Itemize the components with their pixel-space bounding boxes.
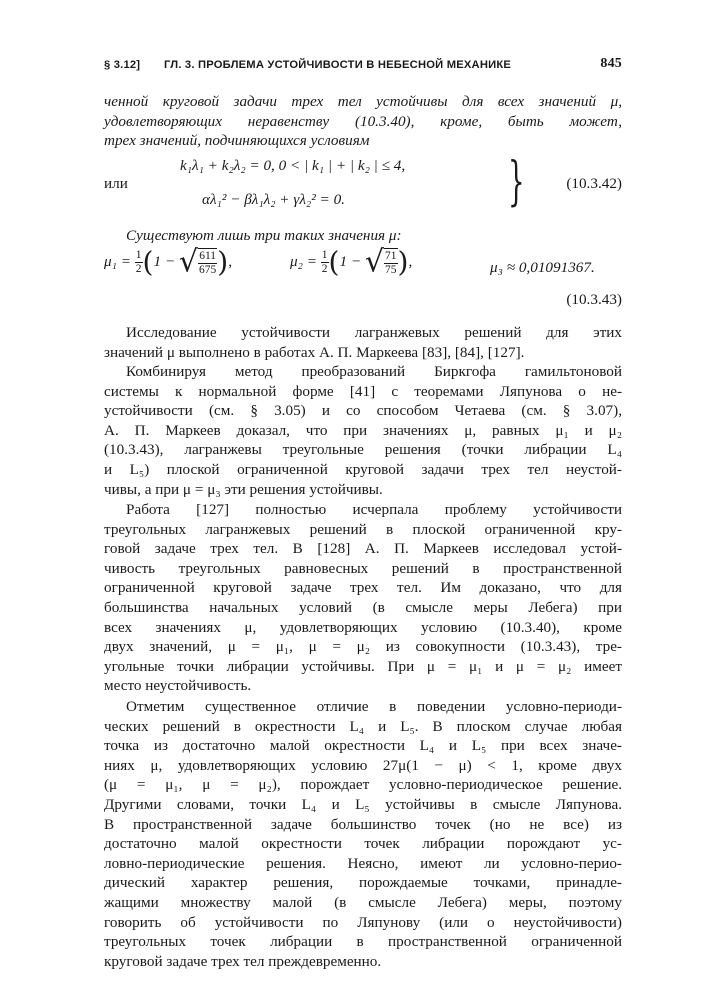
text-line: треугольных лагранжевых решений в плоской ограниченной кру- (104, 520, 622, 538)
text-line: треугольных точек либрации в пространственной ограниченной (104, 933, 622, 951)
text-line: говой задаче трех тел. В [128] А. П. Маркеев исследовал устой- (104, 540, 622, 558)
text-line: Комбинируя метод преобразований Биркгофа гамильтоновой (126, 363, 622, 380)
half-fraction: $\frac{1}{2}$ (135, 249, 142, 275)
text-line: дический характер решения, порождаемые точками, принадле- (104, 874, 622, 892)
text-line: точка из достаточно малой окрестности L₄ и L₅ при всех значе- (104, 737, 622, 755)
equation-line-2: αλ₁² − βλ₁λ₂ + γλ₂² = 0. (202, 191, 345, 208)
text-line: двух значений, μ = μ₁, μ = μ₂ из совокупности (10.3.43), тре- (104, 638, 622, 656)
left-paren: ( (142, 245, 154, 279)
mu2-expression: μ₂ = $\frac{1}{2}$ (1 − √ $\frac{71}{75}$ ), (290, 244, 413, 280)
text-line: трех значений, подчиняющихся условиям (104, 132, 370, 150)
half-fraction: $\frac{1}{2}$ (321, 249, 328, 275)
equation-10-3-43 (104, 244, 622, 288)
text-line: ограниченной круговой задаче трех тел. Им доказано, что для (104, 579, 622, 597)
right-paren: ) (217, 245, 229, 279)
text-line: место неустойчивость. (104, 677, 252, 695)
text-line: Другими словами, точки L₄ и L₅ устойчивы в смысле Ляпунова. (104, 795, 622, 813)
sqrt-icon: √ $\frac{611}{675}$ (178, 244, 217, 280)
equation-line-1: k₁λ₁ + k₂λ₂ = 0, 0 < | k₁ | + | k₂ | ≤ 4, (180, 157, 406, 174)
text-line: чивы, а при μ = μ₃ эти решения устойчивы. (104, 480, 383, 498)
sqrt-icon: √ $\frac{71}{75}$ (364, 244, 397, 280)
text-line: и L₅) плоской ограниченной круговой задачи трех тел неустой- (104, 460, 622, 478)
text-line: системы к нормальной форме [41] с теоремами Ляпунова о не- (104, 382, 622, 400)
paragraph (104, 697, 622, 971)
intro-text (104, 92, 622, 151)
right-brace-icon: } (508, 152, 525, 212)
running-title: ГЛ. 3. ПРОБЛЕМА УСТОЙЧИВОСТИ В НЕБЕСНОЙ МЕХАНИКЕ (164, 59, 512, 71)
text-line: устойчивости (см. § 3.05) и со способом Четаева (см. § 3.07), (104, 402, 622, 420)
text-line: круговой задаче трех тел преждевременно. (104, 952, 382, 970)
text-line: ниях μ, удовлетворяющих условию 27μ(1 − μ) < 1, кроме двух (104, 756, 622, 774)
equation-number: (10.3.42) (566, 175, 622, 192)
text-line: всех значениях μ, удовлетворяющих условию (10.3.40), кроме (104, 618, 622, 636)
text-line: значений μ выполнено в работах А. П. Маркеева [83], [84], [127]. (104, 343, 525, 361)
equation-10-3-42 (104, 152, 622, 216)
mu2-lhs: μ₂ = (290, 252, 317, 270)
text-line: (10.3.43), лагранжевы треугольные решения (точки либрации L₄ (104, 441, 622, 459)
text-line: большинства начальных условий (в смысле меры Лебега) при (104, 598, 622, 616)
text-line: жащими множеству малой (в смысле Лебега) меры, поэтому (104, 893, 622, 911)
paragraph (104, 362, 622, 499)
mu1-lhs: μ₁ = (104, 252, 131, 270)
text-line: чивость треугольных равновесных решений в пространственной (104, 559, 622, 577)
left-paren: ( (328, 245, 340, 279)
text-line: удовлетворяющих неравенству (10.3.40), кроме, быть может, (104, 112, 622, 130)
equation-number: (10.3.43) (566, 291, 622, 308)
text-line: говорить об устойчивости по Ляпунову (или о неустойчивости) (104, 913, 622, 931)
text-line: ческих решений в окрестности L₄ и L₅. В плоском случае любая (104, 717, 622, 735)
text-line: (μ = μ₁, μ = μ₂), порождает условно-периодическое решение. (104, 776, 622, 794)
text-line: Работа [127] полностью исчерпала проблему устойчивости (126, 501, 622, 518)
text-line: А. П. Маркеев доказал, что при значениях μ, равных μ₁ и μ₂ (104, 421, 622, 439)
one-minus: 1 − (153, 252, 176, 270)
text-line: Исследование устойчивости лагранжевых решений для этих (126, 324, 622, 341)
right-paren: ) (397, 245, 409, 279)
paragraph (104, 500, 622, 696)
mu3-expression: μ₃ ≈ 0,01091367. (490, 259, 595, 276)
text-line: ченной круговой задачи трех тел устойчивы для всех значений μ, (104, 93, 622, 110)
mu1-expression: μ₁ = $\frac{1}{2}$ (1 − √ $\frac{611}{675}$ ), (104, 244, 232, 280)
paragraph (104, 323, 622, 362)
section-ref: § 3.12] (104, 59, 141, 71)
text-line: В пространственной задаче большинство точек (но не все) из (104, 815, 622, 833)
text-line: угольные точки либрации устойчивы. При μ = μ₁ и μ = μ₂ имеет (104, 657, 622, 675)
page-number: 845 (600, 56, 622, 71)
one-minus: 1 − (339, 252, 362, 270)
equation-connector: или (104, 175, 128, 192)
text-line: достаточно малой окрестности точек либрации порождают ус- (104, 835, 622, 853)
text-line: ловно-периодические решения. Неясно, имеют ли условно-перио- (104, 854, 622, 872)
three-values-line: Существуют лишь три таких значения μ: (126, 227, 402, 244)
text-line: Отметим существенное отличие в поведении условно-периоди- (126, 698, 622, 715)
